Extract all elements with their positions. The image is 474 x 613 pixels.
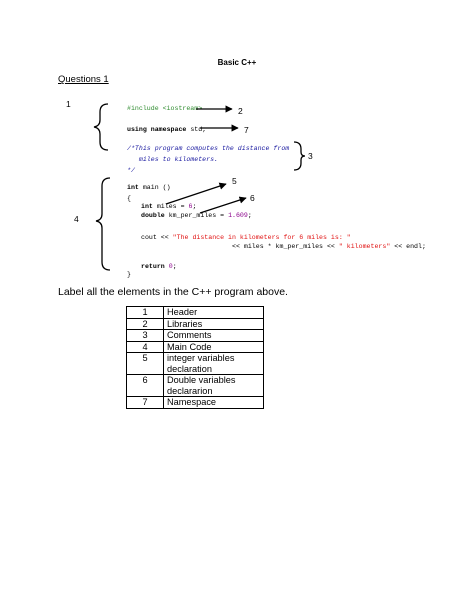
table-row	[127, 307, 264, 319]
table-cell-label: Libraries	[164, 318, 264, 330]
code-keyword: int	[141, 203, 153, 210]
table-cell-label: integer variables declaration	[164, 353, 264, 375]
code-text: km_per_miles =	[164, 212, 229, 219]
table-row	[127, 330, 264, 342]
table-row	[127, 318, 264, 330]
table-cell-number: 3	[127, 330, 164, 342]
marker-4: 4	[74, 214, 79, 224]
question-heading: Questions 1	[58, 74, 109, 85]
table-cell-label: Namespace	[164, 397, 264, 409]
table-row	[127, 353, 264, 375]
brace-header	[94, 104, 108, 150]
code-text: main ()	[138, 184, 171, 191]
code-keyword: int	[127, 184, 139, 191]
table-cell-number: 7	[127, 397, 164, 409]
code-keyword: using namespace	[127, 126, 187, 133]
code-comment-line-1: /*This program computes the distance from	[127, 145, 290, 152]
page-title: Basic C++	[217, 58, 257, 67]
brace-main-code	[96, 178, 110, 270]
code-comment-line-2: miles to kilometers.	[127, 156, 219, 163]
code-text: ;	[192, 203, 197, 210]
labels-table	[126, 306, 264, 409]
code-text: std;	[186, 126, 207, 133]
table-cell-number: 6	[127, 375, 164, 397]
marker-3: 3	[308, 151, 313, 161]
code-number: 1.609	[228, 212, 248, 219]
arrow-5	[166, 184, 226, 204]
table-cell-number: 5	[127, 353, 164, 375]
marker-2: 2	[238, 106, 243, 116]
table-row	[127, 341, 264, 353]
table-cell-label: Header	[164, 307, 264, 319]
code-text: ;	[172, 263, 177, 270]
code-include-line: #include <iostream>	[127, 105, 203, 112]
table-cell-label: Comments	[164, 330, 264, 342]
marker-1: 1	[66, 99, 71, 109]
table-cell-label: Double variables declararion	[164, 375, 264, 397]
code-string: " kilometers"	[338, 243, 391, 250]
code-text: ;	[247, 212, 252, 219]
table-cell-number: 1	[127, 307, 164, 319]
table-row	[127, 375, 264, 397]
code-number: 0	[168, 263, 173, 270]
arrow-6	[200, 198, 246, 213]
code-number: 6	[188, 203, 193, 210]
marker-5: 5	[232, 176, 237, 186]
code-string: "The distance in kilometers for 6 miles is: "	[172, 234, 351, 241]
code-text: cout <<	[141, 234, 173, 241]
code-comment-line-3: */	[127, 167, 135, 174]
table-row	[127, 397, 264, 409]
table-cell-label: Main Code	[164, 341, 264, 353]
code-brace-open: {	[127, 195, 131, 202]
code-text: miles =	[152, 203, 189, 210]
instruction-text: Label all the elements in the C++ program above.	[58, 286, 288, 298]
code-text: << miles * km_per_miles <<	[232, 243, 339, 250]
code-text: << endl;	[390, 243, 426, 250]
table-cell-number: 2	[127, 318, 164, 330]
marker-7: 7	[244, 125, 249, 135]
code-keyword: double	[141, 212, 165, 219]
code-brace-close: }	[127, 271, 131, 278]
marker-6: 6	[250, 193, 255, 203]
table-cell-number: 4	[127, 341, 164, 353]
brace-comments	[294, 142, 305, 170]
code-keyword: return	[141, 263, 165, 270]
